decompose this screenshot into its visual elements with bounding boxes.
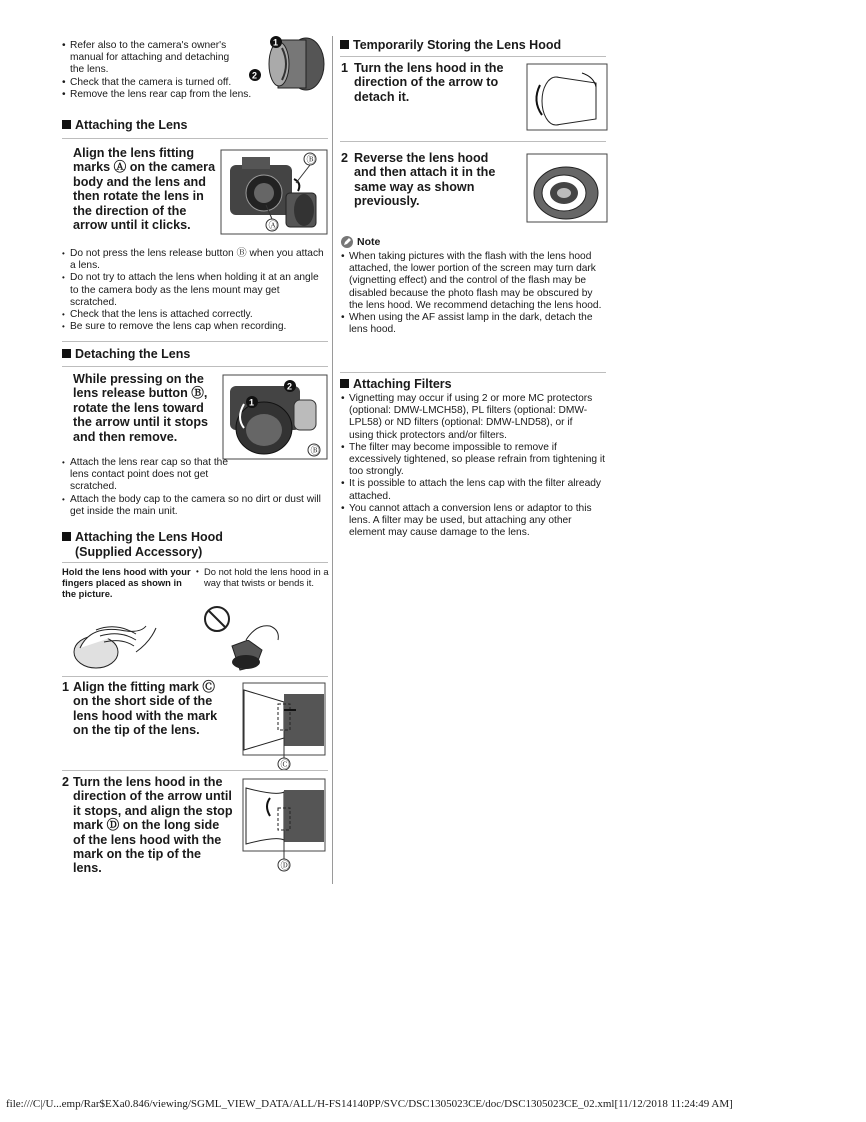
- pencil-icon: [341, 236, 353, 248]
- intro-item: • Refer also to the camera's owner's manual for attaching and detaching the lens.: [62, 40, 230, 77]
- camera-detach-illustration: [222, 374, 328, 460]
- section-title-attaching-lens: Attaching the Lens: [62, 118, 188, 133]
- attach-note: • Do not try to attach the lens when holding it at an angle to the camera body as the lens mount may get scratched.: [62, 272, 326, 309]
- intro-item: • Remove the lens rear cap from the lens.: [62, 89, 300, 101]
- dont-caption: • Do not hold the lens hood in a way that twists or bends it.: [196, 566, 330, 588]
- section-title-filters: Attaching Filters: [340, 377, 452, 392]
- detach-instruction: While pressing on the lens release button Ⓑ, rotate the lens toward the arrow until it stops and then remove.: [73, 372, 209, 444]
- step-2-label: 2: [252, 70, 258, 81]
- camera-attach-illustration: [220, 149, 328, 235]
- note-item: • When taking pictures with the flash with the lens hood attached, the lower portion of the screen may turn dark (vignetting effect) and the control of the flash may be disabled because the photo flash may be obscured by the lens hood. We recommend detaching the lens hood.: [341, 251, 607, 312]
- note-item: • When using the AF assist lamp in the dark, detach the lens hood.: [341, 312, 607, 336]
- attach-notes: [62, 248, 326, 333]
- step-2-label: 2: [287, 381, 293, 392]
- filter-item: • Vignetting may occur if using 2 or more MC protectors (optional: DMW-LMCH58), PL filters (optional: DMW-LPL58) or ND filters (optional: DMW-LND58), or if using thick protectors and/or filters.: [341, 393, 599, 442]
- divider: [62, 366, 328, 367]
- hood-detach-illustration: [526, 63, 608, 131]
- mark-a-label: Ⓐ: [268, 220, 278, 231]
- lens-cap-illustration: [246, 32, 328, 94]
- file-path-footer: file:///C|/U...emp/Rar$EXa0.846/viewing/SGML_VIEW_DATA/ALL/H-FS14140PP/SVC/DSC1305023CE/doc/DSC1305023CE_02.xml[11/12/2018 11:24:49 AM]: [6, 1098, 733, 1110]
- mark-d-label: Ⓓ: [280, 860, 290, 871]
- note-header: [341, 236, 380, 248]
- hood-step-number: 2: [62, 775, 70, 789]
- attach-note: • Check that the lens is attached correctly.: [62, 309, 326, 321]
- filter-item: • You cannot attach a conversion lens or adaptor to this lens. A filter may be used, but attaching any other element may cause damage to the lens.: [341, 503, 607, 540]
- hold-caption: Hold the lens hood with your fingers placed as shown in the picture.: [62, 566, 191, 599]
- hand-holding-hood-illustration: [66, 610, 166, 672]
- hood-step-text: Align the fitting mark Ⓒ on the short side of the lens hood with the mark on the tip of the lens.: [73, 680, 218, 738]
- divider: [340, 372, 606, 373]
- attach-note: • Be sure to remove the lens cap when recording.: [62, 321, 326, 333]
- detach-notes: [62, 457, 326, 518]
- store-step-number: 1: [341, 61, 349, 75]
- attach-note: • Do not press the lens release button Ⓑ when you attach a lens.: [62, 248, 326, 272]
- section-title-detaching-lens: Detaching the Lens: [62, 347, 190, 362]
- section-subtitle: (Supplied Accessory): [75, 545, 203, 559]
- hood-reversed-illustration: [526, 153, 608, 223]
- note-title: Note: [357, 236, 381, 248]
- store-step-number: 2: [341, 151, 349, 165]
- store-step-text: Reverse the lens hood and then attach it in the same way as shown previously.: [354, 151, 496, 209]
- filter-item: • The filter may become impossible to remove if excessively tightened, so please refrain from tightening it too strongly.: [341, 442, 607, 479]
- hood-bent-illustration: [226, 616, 286, 672]
- divider: [62, 138, 328, 139]
- intro-list: [62, 40, 272, 101]
- store-step-text: Turn the lens hood in the direction of the arrow to detach it.: [354, 61, 504, 104]
- divider: [62, 562, 328, 563]
- hood-stop-mark-illustration: [242, 778, 328, 874]
- attach-instruction: Align the lens fitting marks Ⓐ on the camera body and the lens and then rotate the lens in the direction of the arrow until it clicks.: [73, 146, 216, 233]
- hood-step-text: Turn the lens hood in the direction of the arrow until it stops, and align the stop mark Ⓓ on the long side of the lens hood with the mark on the tip of the lens.: [73, 775, 233, 876]
- filters-list: [341, 393, 607, 539]
- divider: [340, 56, 606, 57]
- step-1-label: 1: [249, 397, 255, 408]
- section-title-storing-hood: Temporarily Storing the Lens Hood: [340, 38, 561, 53]
- mark-c-label: Ⓒ: [280, 759, 290, 770]
- detach-note: • Attach the body cap to the camera so no dirt or dust will get inside the main unit.: [62, 494, 326, 518]
- hood-fitting-mark-illustration: [242, 682, 328, 772]
- section-title-attaching-hood: Attaching the Lens Hood: [62, 530, 223, 545]
- step-1-label: 1: [273, 37, 279, 48]
- divider: [62, 770, 328, 771]
- hood-step-number: 1: [62, 680, 70, 694]
- intro-item: • Check that the camera is turned off.: [62, 77, 260, 89]
- detach-note: • Attach the lens rear cap so that the lens contact point does not get scratched.: [62, 457, 230, 494]
- divider: [340, 141, 606, 142]
- divider: [62, 676, 328, 677]
- divider: [62, 341, 328, 342]
- column-divider: [332, 36, 333, 884]
- mark-b-label: Ⓑ: [306, 154, 316, 165]
- mark-b-label: Ⓑ: [310, 445, 320, 456]
- filter-item: • It is possible to attach the lens cap with the filter already attached.: [341, 478, 607, 502]
- note-list: [341, 251, 607, 336]
